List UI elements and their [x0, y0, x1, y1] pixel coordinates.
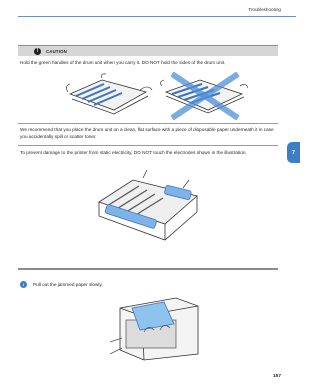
- divider: [18, 145, 278, 146]
- page-number: 157: [272, 374, 281, 379]
- exclamation-icon: !: [34, 48, 41, 55]
- surface-note: We recommend that you place the drum unit on a clean, flat surface with a piece of disposable paper underneath it in case you accidentally spill or scatter toner.: [20, 127, 274, 140]
- step-text: Pull out the jammed paper slowly.: [33, 282, 103, 287]
- divider: [18, 123, 278, 124]
- header-title: Troubleshooting: [248, 7, 281, 12]
- header-divider: [18, 16, 296, 17]
- caution-label: CAUTION: [46, 48, 67, 54]
- chapter-tab[interactable]: 7: [287, 142, 300, 163]
- electrodes-note: To prevent damage to the printer from static electricity, DO NOT touch the electrodes shown in the illustration.: [20, 150, 247, 155]
- caution-banner: [18, 45, 278, 56]
- step-number-badge: i: [20, 281, 27, 288]
- drum-unit-correct-figure: [66, 74, 152, 114]
- drum-carry-illustration: [62, 72, 248, 120]
- printer-jam-illustration: [104, 294, 204, 362]
- section-divider: [18, 268, 278, 270]
- caution-text: Hold the green handles of the drum unit when you carry it. DO NOT hold the sides of the drum unit.: [20, 60, 226, 65]
- electrodes-illustration: [93, 168, 203, 246]
